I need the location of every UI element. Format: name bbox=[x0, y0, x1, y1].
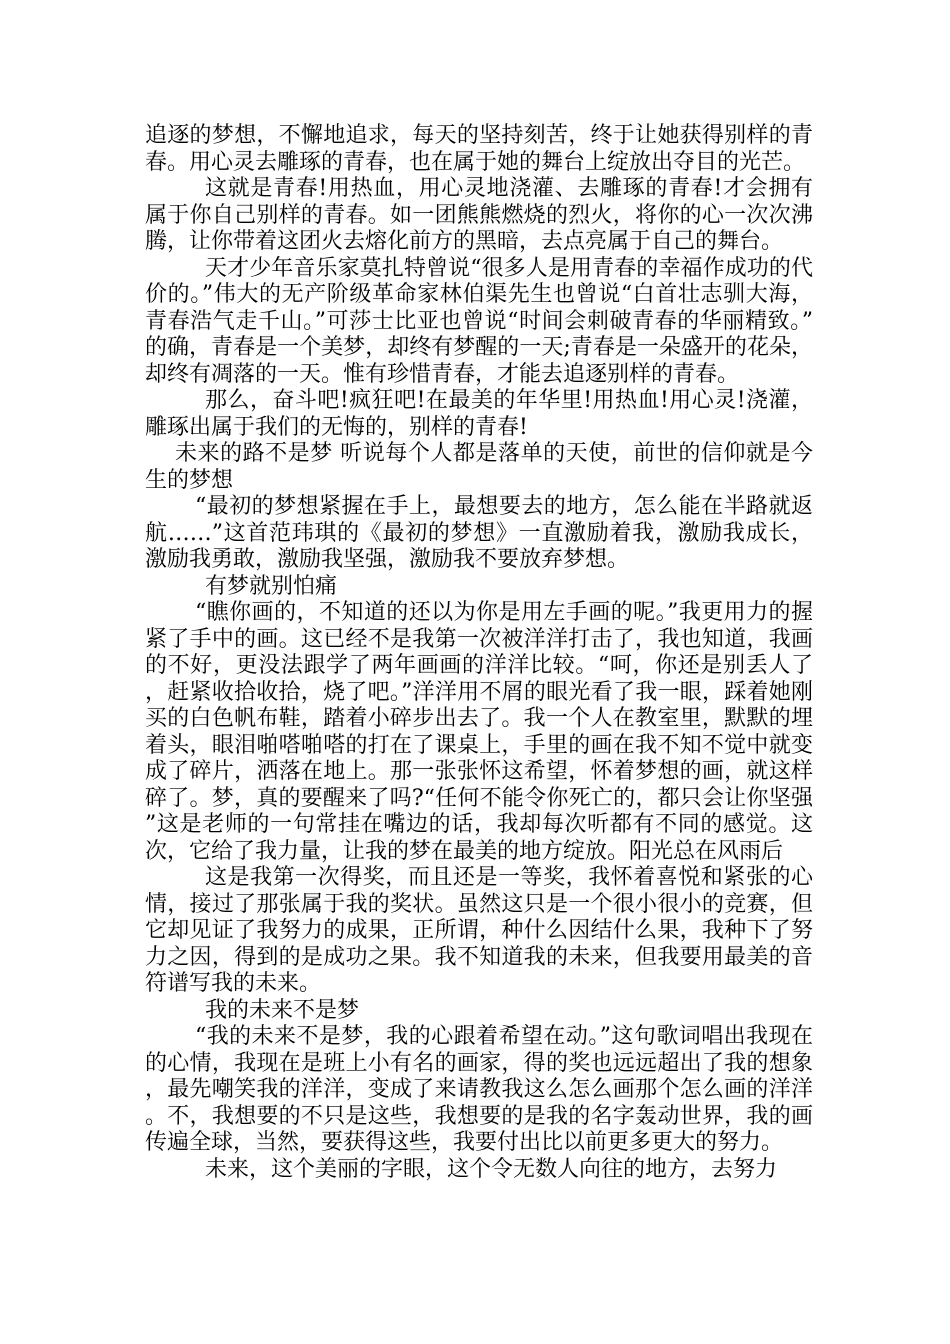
section-heading: 我的未来不是梦 bbox=[205, 997, 360, 1023]
paragraph: 天才少年音乐家莫扎特曾说“很多人是用青春的幸福作成功的代价的。”伟大的无产阶级革命家林伯渠先生也曾说“白首壮志驯大海，青春浩气走千山。”可莎士比亚也曾说“时间会刺破青春的华丽精致。”的确，青春是一个美梦，却终有梦醒的一天;青春是一朵盛开的花朵，却终有凋落的一天。惟有珍惜青春，才能去追逐别样的青春。 bbox=[145, 255, 813, 387]
section-heading: 有梦就别怕痛 bbox=[205, 573, 338, 599]
document-body bbox=[145, 123, 813, 1183]
paragraph: 这是我第一次得奖，而且还是一等奖，我怀着喜悦和紧张的心情，接过了那张属于我的奖状。虽然这只是一个很小很小的竞赛，但它却见证了我努力的成果，正所谓，种什么因结什么果，我种下了努力之因，得到的是成功之果。我不知道我的未来，但我要用最美的音符谱写我的未来。 bbox=[145, 865, 813, 996]
paragraph: “我的未来不是梦，我的心跟着希望在动。”这句歌词唱出我现在的心情，我现在是班上小有名的画家，得的奖也远远超出了我的想象，最先嘲笑我的洋洋，变成了来请教我这么怎么画那个怎么画的洋洋。不，我想要的不只是这些，我想要的是我的名字轰动世界，我的画传遍全球，当然，要获得这些，我要付出比以前更多更大的努力。 bbox=[145, 1024, 813, 1155]
paragraph: 这就是青春!用热血，用心灵地浇灌、去雕琢的青春!才会拥有属于你自己别样的青春。如一团熊熊燃烧的烈火，将你的心一次次沸腾，让你带着这团火去熔化前方的黑暗，去点亮属于自己的舞台。 bbox=[145, 176, 813, 254]
paragraph: “瞧你画的，不知道的还以为你是用左手画的呢。”我更用力的握紧了手中的画。这已经不是我第一次被洋洋打击了，我也知道，我画的不好，更没法跟学了两年画画的洋洋比较。“呵，你还是别丢人了，赶紧收拾收拾，烧了吧。”洋洋用不屑的眼光看了我一眼，踩着她刚买的白色帆布鞋，踏着小碎步出去了。我一个人在教室里，默默的埋着头，眼泪啪嗒啪嗒的打在了课桌上，手里的画在我不知不觉中就变成了碎片，洒落在地上。那一张张怀这希望，怀着梦想的画，就这样碎了。梦，真的要醒来了吗?“任何不能令你死亡的，都只会让你坚强”这是老师的一句常挂在嘴边的话，我却每次听都有不同的感觉。这次，它给了我力量，让我的梦在最美的地方绽放。阳光总在风雨后 bbox=[145, 600, 813, 864]
paragraph: “最初的梦想紧握在手上，最想要去的地方，怎么能在半路就返航……”这首范玮琪的《最初的梦想》一直激励着我，激励我成长，激励我勇敢，激励我坚强，激励我不要放弃梦想。 bbox=[145, 494, 813, 572]
paragraph: 追逐的梦想，不懈地追求，每天的坚持刻苦，终于让她获得别样的青春。用心灵去雕琢的青春，也在属于她的舞台上绽放出夺目的光芒。 bbox=[145, 123, 813, 175]
paragraph: 未来的路不是梦 听说每个人都是落单的天使，前世的信仰就是今生的梦想 bbox=[145, 441, 813, 493]
paragraph: 那么，奋斗吧!疯狂吧!在最美的年华里!用热血!用心灵!浇灌，雕琢出属于我们的无悔的，别样的青春! bbox=[145, 388, 813, 440]
paragraph: 未来，这个美丽的字眼，这个令无数人向往的地方，去努力 bbox=[205, 1156, 778, 1182]
